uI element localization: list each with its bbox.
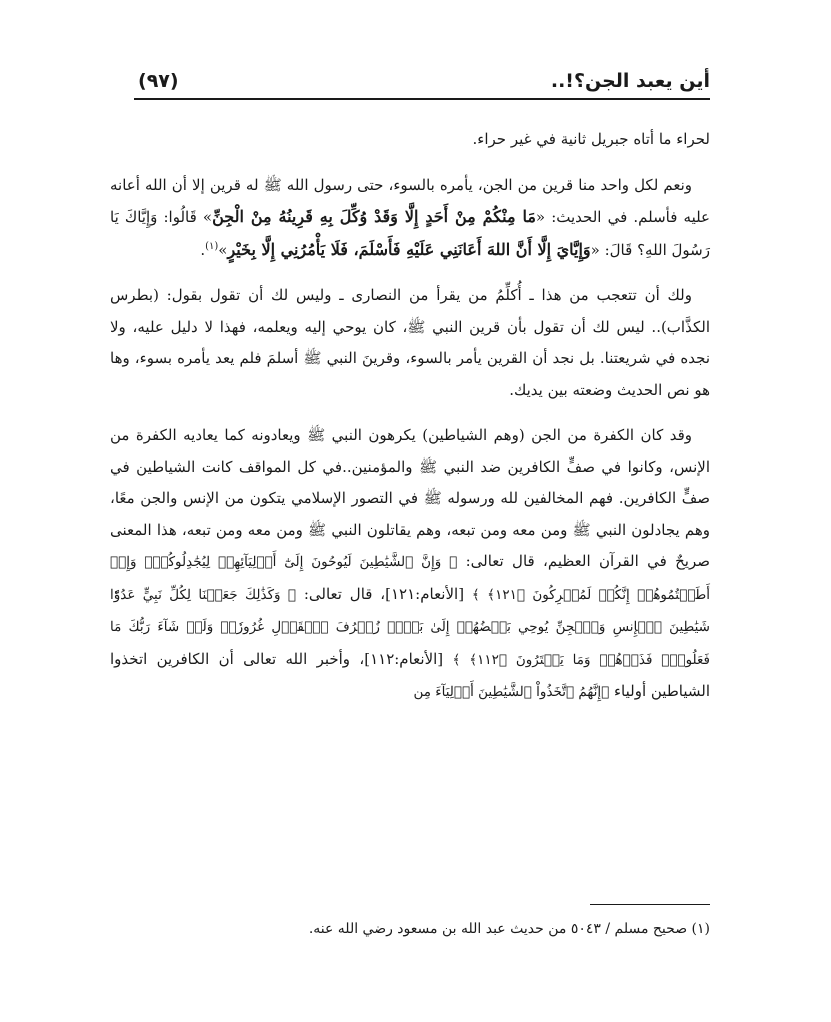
footnote: (١) صحيح مسلم / ٥٠٤٣ من حديث عبد الله بن مسعود رضي الله عنه. <box>308 921 710 937</box>
page-header <box>110 62 710 102</box>
quote-close: » <box>218 240 228 259</box>
paragraph-4-text: وقد كان الكفرة من الجن (وهم الشياطين) يكرهون النبي ﷺ ويعادونه كما يعاديه الكفرة من الإنس، وكانوا في صفٍّ الكافرين ضد النبي ﷺ والمؤمنين..في كل المواقف كانت الشياطين في صفٍّ الكافرين. فهم المخالفين لله ورسوله ﷺ في التصور الإسلامي يتكون من الإنس والجن معًا، وهم يجادلون النبي ﷺ ومن معه ومن تبعه، وهم يقاتلون النبي ﷺ ومن معه ومن تبعه، هذا المعنى صريحٌ في القرآن العظيم، قال تعالى: <box>110 426 710 570</box>
paragraph-2-dialogue: » قَالُوا: وَإِيَّاكَ يَا رَسُولَ اللهِ؟ قَالَ: « <box>110 208 710 259</box>
verse-ref-1: [الأنعام:١٢١]، قال تعالى: <box>296 584 472 603</box>
running-title: أين يعبد الجن؟!.. <box>550 70 710 92</box>
paragraph-2 <box>110 170 710 267</box>
body-text <box>110 124 710 723</box>
page-number: (٩٧) <box>138 70 179 92</box>
paragraph-2-end: . <box>200 240 206 259</box>
footnote-rule <box>590 904 710 905</box>
book-page <box>110 62 710 962</box>
quran-verse-3: ﴿إِنَّهُمُ ٱتَّخَذُواْ ٱلشَّيَٰطِينَ أَوۡلِيَآءَ مِن <box>413 684 610 700</box>
footnote-ref: (١) <box>205 240 219 252</box>
header-rule <box>134 98 710 100</box>
paragraph-3: ولك أن تتعجب من هذا ـ أُكلِّمُ من يقرأ من النصارى ـ وليس لك أن تقول بقول: (بطرس الكذَّاب).. ليس لك أن تقول بأن قرين النبي ﷺ، كان يوحي إليه ويعلمه، فهذا لا دليل عليه، ولا نجده في شريعتنا. بل نجد أن القرين يأمر بالسوء، وقرينَ النبي ﷺ أسلمَ فلم يعد يأمره بسوء، وها هو نص الحديث وضعته بين يديك. <box>110 286 710 399</box>
paragraph-1: لحراء ما أتاه جبريل ثانية في غير حراء. <box>472 130 710 148</box>
hadith-quote-2: وَإِيَّايَ إِلَّا أَنَّ اللهَ أَعَانَنِي عَلَيْهِ فَأَسْلَمَ، فَلَا يَأْمُرُنِي إِلَّا بِخَيْرٍ <box>227 239 591 259</box>
quran-verse-1: ﴿ وَإِنَّ ٱلشَّيَٰطِينَ لَيُوحُونَ إِلَىٰٓ أَوۡلِيَآئِهِمۡ لِيُجَٰدِلُوكُمۡۖ وَإِنۡ أَطَعۡتُمُوهُمۡ إِنَّكُمۡ لَمُشۡرِكُونَ ﴿١٢١﴾ ﴾ <box>110 554 710 603</box>
hadith-quote-1: مَا مِنْكُمْ مِنْ أَحَدٍ إِلَّا وَقَدْ وُكِّلَ بِهِ قَرِينُهُ مِنْ الْجِنِّ <box>212 207 536 226</box>
paragraph-2-intro: ونعم لكل واحد منا قرين من الجن، يأمره بالسوء، حتى رسول الله ﷺ له قرين إلا أن الله أعانه عليه فأسلم. في الحديث: « <box>110 175 711 226</box>
quran-verse-2: ﴿ وَكَذَٰلِكَ جَعَلۡنَا لِكُلِّ نَبِيٍّ عَدُوّٗا شَيَٰطِينَ ٱلۡإِنسِ وَٱلۡجِنِّ يُوحِي بَعۡضُهُمۡ إِلَىٰ بَعۡضٖ زُخۡرُفَ ٱلۡقَوۡلِ غُرُورٗاۚ وَلَوۡ شَآءَ رَبُّكَ مَا فَعَلُوهُۖ فَذَرۡهُمۡ وَمَا يَفۡتَرُونَ ﴿١١٢﴾ ﴾ <box>110 586 710 668</box>
paragraph-4 <box>110 420 710 709</box>
verse-ref-2: [الأنعام:١١٢]، وأخبر الله تعالى أن الكافرين اتخذوا الشياطين أولياء <box>110 649 710 700</box>
